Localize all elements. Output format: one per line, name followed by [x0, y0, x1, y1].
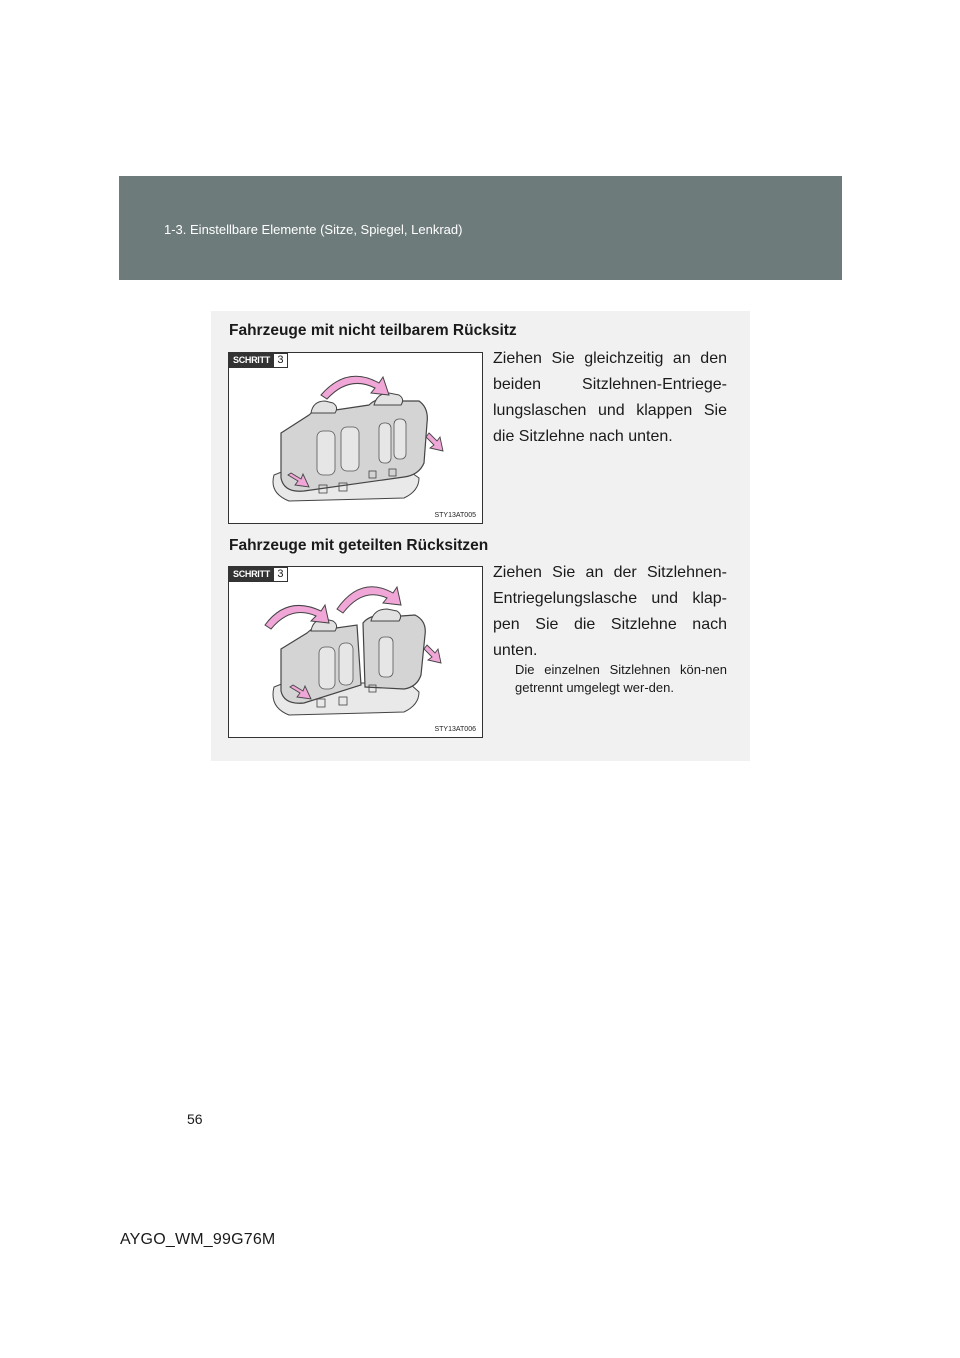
seat-illustration-split: [229, 567, 483, 738]
instruction-text-non-split: Ziehen Sie gleichzeitig an den beiden Sitzlehnen-Entriege-lungslaschen und klappen Sie die Sitzlehne nach unten.: [493, 350, 727, 445]
figure-code: STY13AT006: [434, 726, 476, 733]
step-label: SCHRITT: [229, 567, 274, 582]
instruction-text-split: Ziehen Sie an der Sitzlehnen-Entriegelungslasche und klap-pen Sie die Sitzlehne nach unten.: [493, 564, 727, 659]
document-code: AYGO_WM_99G76M: [120, 1231, 276, 1248]
step-badge: [229, 353, 288, 368]
page-number: 56: [187, 1111, 203, 1127]
chapter-title: 1-3. Einstellbare Elemente (Sitze, Spiegel, Lenkrad): [164, 222, 463, 237]
section-heading-non-split: Fahrzeuge mit nicht teilbarem Rücksitz: [229, 322, 517, 339]
chapter-header-bar: [119, 176, 842, 280]
seat-illustration-non-split: [229, 353, 483, 524]
step-badge: [229, 567, 288, 582]
figure-non-split-seat: [228, 352, 483, 524]
section-heading-split: Fahrzeuge mit geteilten Rücksitzen: [229, 537, 489, 554]
step-number: 3: [274, 567, 288, 582]
step-number: 3: [274, 353, 288, 368]
figure-code: STY13AT005: [434, 512, 476, 519]
figure-split-seat: [228, 566, 483, 738]
step-label: SCHRITT: [229, 353, 274, 368]
note-text-split: Die einzelnen Sitzlehnen kön-nen getrennt umgelegt wer-den.: [515, 662, 727, 695]
instruction-box: [211, 311, 750, 761]
